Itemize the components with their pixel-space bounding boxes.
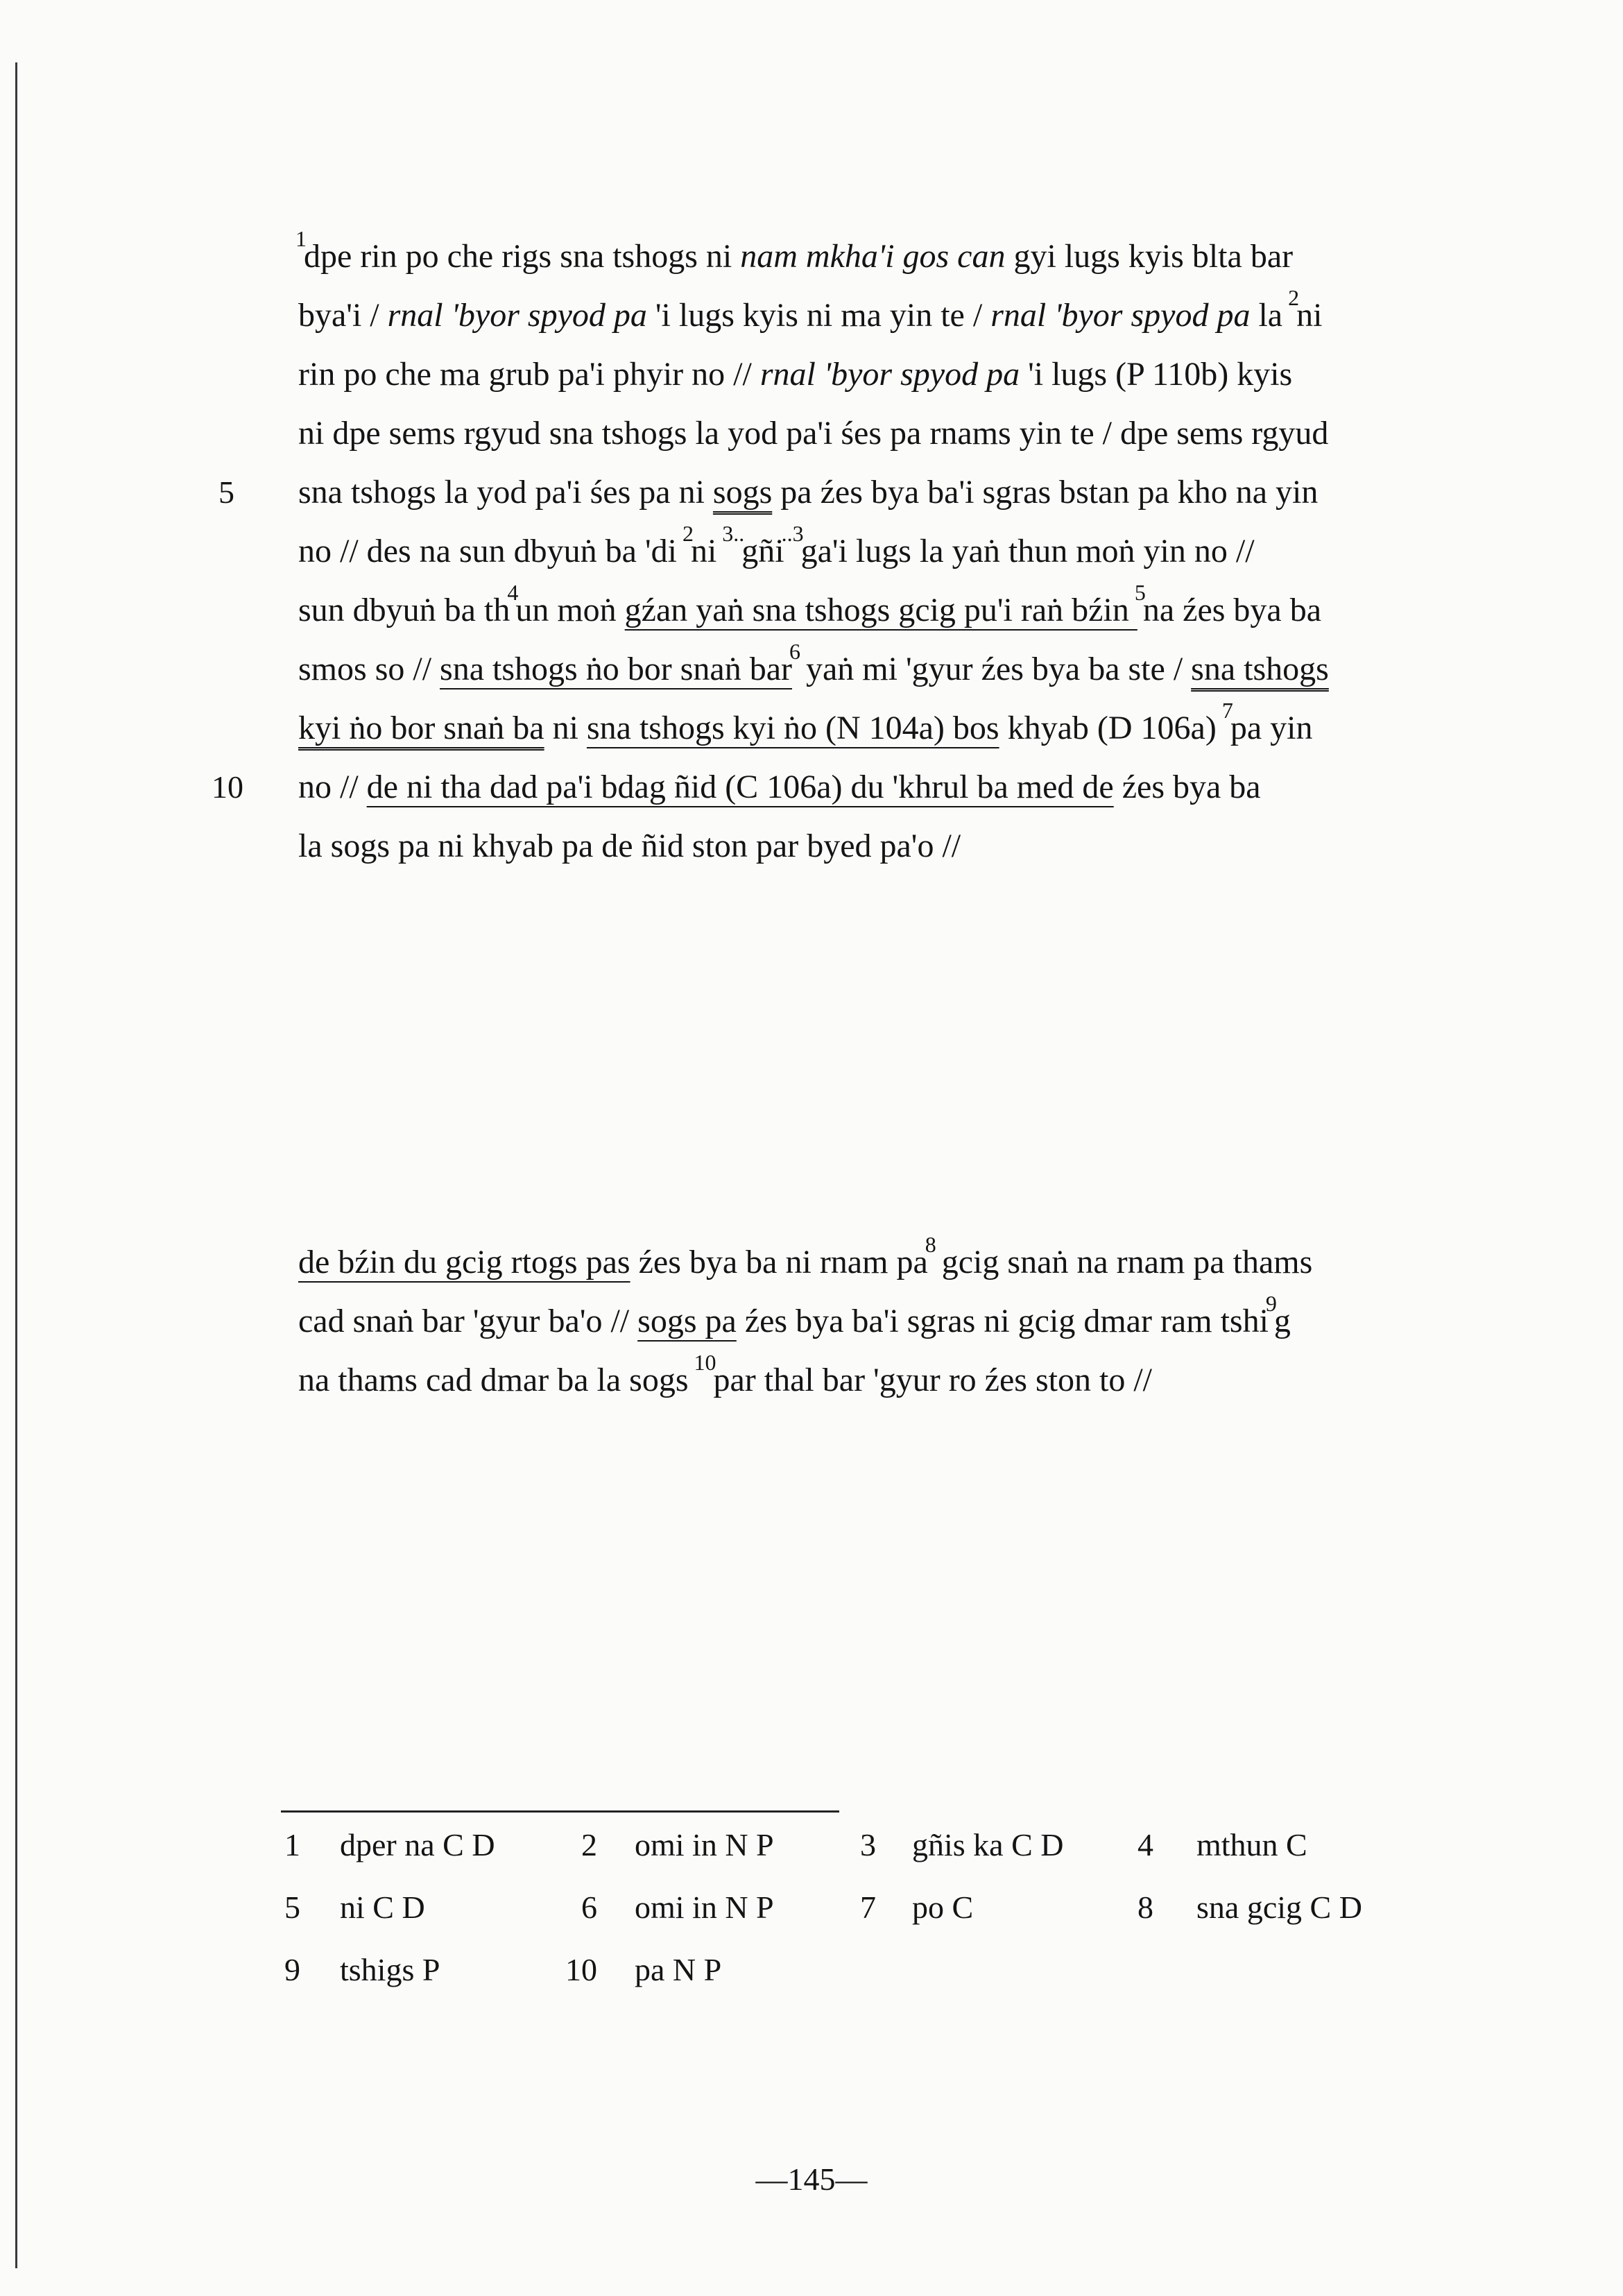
underlined-text: de ni tha dad pa'i bdag ñid (C 106a) du 'khrul ba med de	[366, 769, 1114, 805]
footnote-ref: 2	[682, 521, 694, 546]
text-run: ni	[690, 533, 725, 569]
text-run: sun dbyuṅ ba th	[298, 592, 510, 628]
footnote-number: 8	[1137, 1890, 1153, 1925]
para1-line-10	[298, 766, 1261, 808]
para1-line-6	[298, 521, 1255, 575]
footnote-ref: 7	[1221, 698, 1233, 723]
italic-text: nam mkha'i gos can	[740, 238, 1006, 275]
para1-line-9	[298, 698, 1313, 752]
text-run: ni	[1296, 297, 1323, 334]
footnote-text: pa N P	[635, 1952, 722, 1987]
footnote-number: 4	[1137, 1827, 1153, 1862]
footnote-number: 3	[860, 1827, 876, 1862]
text-run: ni	[544, 710, 587, 746]
text-run: no //	[298, 769, 367, 805]
footnote-number: 6	[581, 1890, 597, 1925]
footnote-ref: 6	[789, 639, 800, 664]
footnote-number: 9	[284, 1952, 300, 1987]
para1-line-3	[298, 354, 1292, 395]
footnote-ref: 10	[694, 1350, 716, 1375]
text-run: gcig snaṅ na rnam pa thams	[933, 1244, 1313, 1280]
text-run: 'i lugs (P 110b) kyis	[1020, 356, 1293, 393]
underlined-text: de bźin du gcig rtogs pas	[298, 1244, 630, 1280]
underlined-text: sna tshogs ṅo bor snaṅ bar	[440, 651, 792, 687]
para1-line-7	[298, 580, 1322, 634]
text-run: la	[1250, 297, 1291, 334]
text-run: g	[1273, 1303, 1291, 1339]
text-run: ga'i lugs la yaṅ thun moṅ yin no //	[800, 533, 1255, 569]
footnote-ref: 1	[295, 226, 307, 251]
text-run: źes bya ba	[1113, 769, 1261, 805]
footnote-number: 10	[565, 1952, 597, 1987]
underlined-text: gźan yaṅ sna tshogs gcig pu'i raṅ bźin	[624, 592, 1137, 628]
footnote-text: omi in N P	[635, 1827, 774, 1862]
footnote-text: omi in N P	[635, 1890, 774, 1925]
para1-line-2	[298, 285, 1323, 339]
footnote-ref: 8	[925, 1232, 936, 1257]
text-run: sna tshogs la yod pa'i śes pa ni	[298, 474, 713, 511]
double-underlined-text: sna tshogs	[1191, 651, 1329, 687]
italic-text: rnal 'byor spyod pa	[387, 297, 647, 334]
footnote-text: po C	[912, 1890, 974, 1925]
line-number: 5	[218, 474, 234, 510]
footnote-ref: 9	[1265, 1291, 1277, 1316]
text-run: gyi lugs kyis blta bar	[1005, 238, 1294, 275]
text-run: un moṅ	[515, 592, 625, 628]
para1-line-1	[295, 226, 1294, 280]
footnote-number: 7	[860, 1890, 876, 1925]
para1-line-11: la sogs pa ni khyab pa de ñid ston par byed pa'o //	[298, 828, 961, 864]
footnote-text: tshigs P	[340, 1952, 440, 1987]
text-run: khyab (D 106a)	[999, 710, 1225, 746]
italic-text: rnal 'byor spyod pa	[990, 297, 1251, 334]
para2-line-2	[298, 1291, 1291, 1345]
text-run: źes bya ba ni rnam pa	[630, 1244, 928, 1280]
para1-line-8	[298, 639, 1329, 693]
footnote-ref: 5	[1134, 580, 1146, 605]
footnote-number: 5	[284, 1890, 300, 1925]
footnote-number: 1	[284, 1827, 300, 1862]
text-run: na źes bya ba	[1142, 592, 1322, 628]
page-number: —145—	[755, 2161, 868, 2197]
text-run: pa yin	[1230, 710, 1313, 746]
italic-text: rnal 'byor spyod pa	[759, 356, 1020, 393]
text-run: 'i lugs kyis ni ma yin te /	[646, 297, 991, 334]
footnote-text: gñis ka C D	[912, 1827, 1064, 1862]
footnote-ref: 3..	[722, 521, 745, 546]
footnote-ref: 2	[1288, 285, 1300, 310]
underlined-text: sogs	[712, 474, 773, 511]
text-run: pa źes bya ba'i sgras bstan pa kho na yin	[772, 474, 1319, 511]
underlined-text: sna tshogs kyi ṅo (N 104a) bos	[586, 710, 999, 746]
double-underlined-text: kyi ṅo bor snaṅ ba	[298, 710, 544, 746]
para2-line-3	[298, 1350, 1152, 1404]
footnote-rule	[281, 1810, 839, 1813]
text-run: rin po che ma grub pa'i phyir no //	[298, 356, 760, 393]
para2-line-1	[298, 1232, 1313, 1286]
footnote-text: sna gcig C D	[1196, 1890, 1362, 1925]
page-edge-line	[15, 62, 17, 2268]
text-run: yaṅ mi 'gyur źes bya ba ste /	[797, 651, 1192, 687]
footnote-ref: 4	[507, 580, 519, 605]
footnote-ref: ..3	[781, 521, 804, 546]
text-run: na thams cad dmar ba la sogs	[298, 1362, 697, 1398]
text-run: par thal bar 'gyur ro źes ston to //	[713, 1362, 1152, 1398]
text-run: cad snaṅ bar 'gyur ba'o //	[298, 1303, 638, 1339]
text-run: smos so //	[298, 651, 440, 687]
text-run: dpe rin po che rigs sna tshogs ni	[304, 238, 741, 275]
para1-line-4: ni dpe sems rgyud sna tshogs la yod pa'i śes pa rnams yin te / dpe sems rgyud	[298, 415, 1329, 452]
underlined-text: sogs pa	[637, 1303, 737, 1339]
text-run: no // des na sun dbyuṅ ba 'di	[298, 533, 685, 569]
footnote-text: ni C D	[340, 1890, 425, 1925]
text-run: bya'i /	[298, 297, 388, 334]
footnote-text: dper na C D	[340, 1827, 495, 1862]
line-number: 10	[212, 769, 243, 805]
text-run: gñi	[741, 533, 784, 569]
para1-line-5	[298, 472, 1318, 513]
footnote-number: 2	[581, 1827, 597, 1862]
footnote-text: mthun C	[1196, 1827, 1307, 1862]
text-run: źes bya ba'i sgras ni gcig dmar ram tshi	[736, 1303, 1269, 1339]
